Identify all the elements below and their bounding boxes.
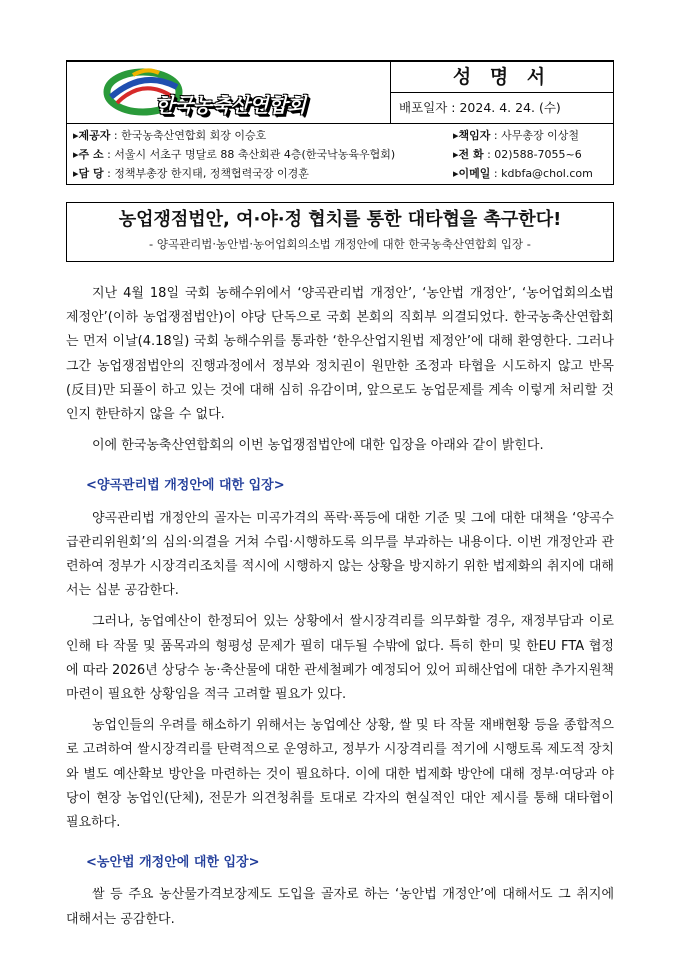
info-row-provider — [67, 126, 613, 146]
info-row-address — [67, 145, 613, 165]
paragraph-3: 양곡관리법 개정안의 골자는 미곡가격의 폭락·폭등에 대한 기준 및 그에 대한 대책을 ‘양곡수급관리위원회’의 심의·의결을 거쳐 수립·시행하도록 의무를 부과하는 내용이다. 이번 개정안과 관련하여 정부가 시장격리조치를 적시에 시행하지 않는 상황을 방지하기 위한 법제화의 취지에 대해서는 십분 공감한다. — [66, 510, 614, 599]
paragraph-1: 지난 4월 18일 국회 농해수위에서 ‘양곡관리법 개정안’, ‘농안법 개정안’, ‘농어업회의소법 제정안’(이하 농업쟁점법안)이 야당 단독으로 국회 본회의 직회부 의결되었다. 한국농축산연합회는 먼저 이날(4.18일) 국회 농해수위를 통과한 ‘한우산업지원법 제정안’에 대해 환영한다. 그러나 그간 농업쟁점법안의 진행과정에서 정부와 정치권이 원만한 조정과 타협을 시도하지 않고 반목(反目)만 되풀이 하고 있는 것에 대해 심히 유감이며, 앞으로도 농업문제를 계속 이렇게 처리할 것인지 한탄하지 않을 수 없다. — [66, 286, 614, 423]
logo-text: 한국농축산연합회 — [155, 93, 306, 117]
section-heading-price-act: <농안법 개정안에 대한 입장> — [86, 855, 260, 871]
logo-cell — [67, 62, 391, 124]
release-date: 배포일자 : 2024. 4. 24. (수) — [391, 93, 613, 124]
responsible-value: : 사무총장 이상철 — [490, 129, 579, 142]
email-label: ▸이메일 — [453, 167, 491, 180]
phone-value: : 02)588-7055~6 — [483, 148, 582, 161]
info-row-contact — [67, 164, 613, 184]
header-box — [66, 60, 614, 185]
section-heading-grain-act: <양곡관리법 개정안에 대한 입장> — [86, 478, 285, 494]
statement-body — [66, 282, 614, 939]
address-label: ▸주 소 — [73, 148, 104, 161]
contact-value: : 정책부총장 한지태, 정책협력국장 이경훈 — [103, 167, 309, 180]
main-title: 농업쟁점법안, 여·야·정 협치를 통한 대타협을 촉구한다! — [118, 209, 562, 230]
phone-label: ▸전 화 — [453, 148, 484, 161]
responsible-label: ▸책임자 — [453, 129, 491, 142]
document-type-title: 성 명 서 — [391, 62, 613, 93]
contact-label: ▸담 당 — [73, 167, 104, 180]
paragraph-6: 쌀 등 주요 농산물가격보장제도 도입을 골자로 하는 ‘농안법 개정안’에 대해서도 그 취지에 대해서는 공감한다. — [66, 887, 614, 927]
address-value: : 서울시 서초구 명달로 88 축산회관 4층(한국낙농육우협회) — [103, 148, 396, 161]
provider-value: : 한국농축산연합회 회장 이승호 — [110, 129, 267, 142]
paragraph-4: 그러나, 농업예산이 한정되어 있는 상황에서 쌀시장격리를 의무화할 경우, 재정부담과 이로 인해 타 작물 및 품목과의 형평성 문제가 필히 대두될 수밖에 없다. 특히 한미 및 한EU FTA 협정에 따라 2026년 상당수 농·축산물에 대한 관세철폐가 예정되어 있어 피해산업에 대한 추가지원책 마련이 필요한 상황임을 적극 고려할 필요가 있다. — [66, 614, 614, 703]
paragraph-5: 농업인들의 우려를 해소하기 위해서는 농업예산 상황, 쌀 및 타 작물 재배현황 등을 종합적으로 고려하여 쌀시장격리를 탄력적으로 운영하고, 정부가 시장격리를 적기에 시행토록 제도적 장치와 별도 예산확보 방안을 마련하는 것이 필요하다. 이에 대한 법제화 방안에 대해 정부·여당과 야당이 현장 농업인(단체), 전문가 의견청취를 토대로 각자의 현실적인 대안 제시를 통해 대타협이 필요하다. — [66, 718, 614, 831]
email-value[interactable]: : kdbfa@chol.com — [490, 167, 593, 180]
sub-title: - 양곡관리법·농안법·농어업회의소법 개정안에 대한 한국농축산연합회 입장 - — [149, 237, 531, 251]
provider-label: ▸제공자 — [73, 129, 111, 142]
paragraph-2: 이에 한국농축산연합회의 이번 농업쟁점법안에 대한 입장을 아래와 같이 밝힌다. — [92, 438, 544, 454]
headline-box — [66, 202, 614, 262]
